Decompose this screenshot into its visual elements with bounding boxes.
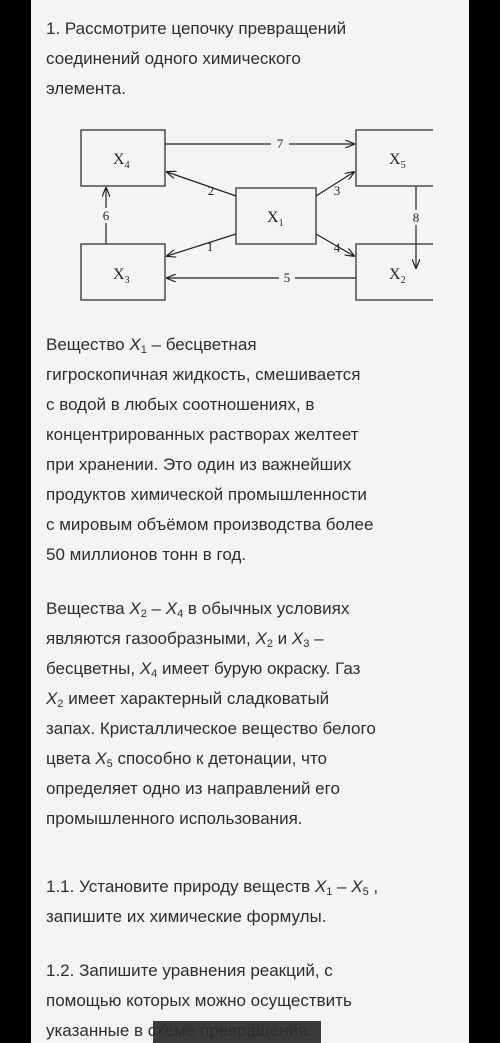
- text-line: промышленного использования.: [46, 809, 303, 828]
- node-x5-label: $X_5$: [389, 151, 406, 171]
- text-line: гигроскопичная жидкость, смешивается: [46, 365, 361, 384]
- text-line: являются газообразными, $X_2$ и $X_3$ –: [46, 629, 324, 650]
- text-line: определяет одно из направлений его: [46, 779, 340, 798]
- text-line: запах. Кристаллическое вещество белого: [46, 719, 376, 738]
- title-line: 1. Рассмотрите цепочку превращений: [46, 19, 347, 38]
- arrow-label-4: 4: [333, 240, 341, 255]
- text-line: с водой в любых соотношениях, в: [46, 395, 315, 414]
- text-line: с мировым объёмом производства более: [46, 515, 374, 534]
- paragraph-x2-x5: [46, 594, 458, 834]
- task-title: [46, 14, 458, 104]
- task-card: [31, 0, 469, 1043]
- text-line: помощью которых можно осуществить: [46, 991, 352, 1010]
- arrow-label-5: 5: [283, 270, 291, 285]
- title-line: элемента.: [46, 79, 126, 98]
- arrow-label-7: 7: [276, 136, 284, 151]
- transformation-diagram: [71, 118, 433, 308]
- node-x1-label: $X_1$: [267, 209, 284, 229]
- text-line: 50 миллионов тонн в год.: [46, 545, 247, 564]
- arrow-1: [167, 234, 236, 256]
- arrow-label-2: 2: [207, 183, 215, 198]
- text-line: продуктов химической промышленности: [46, 485, 367, 504]
- text-line: цвета $X_5$ способно к детонации, что: [46, 749, 327, 770]
- text-line: бесцветны, $X_4$ имеет бурую окраску. Газ: [46, 659, 361, 680]
- arrow-label-6: 6: [102, 208, 110, 223]
- question-1-2: [46, 956, 458, 1043]
- text-line: 1.2. Запишите уравнения реакций, с: [46, 961, 333, 980]
- text-line: при хранении. Это один из важнейших: [46, 455, 352, 474]
- arrow-label-8: 8: [412, 210, 420, 225]
- text-line: $X_2$ имеет характерный сладковатый: [46, 689, 330, 710]
- text-line: концентрированных растворах желтеет: [46, 425, 359, 444]
- arrow-2: [167, 172, 236, 196]
- text-line: 1.1. Установите природу веществ $X_1 - X_5$ ,: [46, 877, 379, 898]
- title-line: соединений одного химического: [46, 49, 301, 68]
- node-x2-label: $X_2$: [389, 266, 406, 286]
- node-x4-label: $X_4$: [113, 151, 130, 171]
- text-line: Вещество $X_1$ – бесцветная: [46, 335, 257, 356]
- arrow-label-3: 3: [333, 183, 341, 198]
- node-x3-label: $X_3$: [113, 266, 130, 286]
- arrow-label-1: 1: [206, 239, 214, 254]
- question-1-1: [46, 872, 458, 932]
- text-line: Вещества $X_2 - X_4$ в обычных условиях: [46, 599, 350, 620]
- text-line: запишите их химические формулы.: [46, 907, 327, 926]
- paragraph-x1: [46, 330, 458, 570]
- text-line: указанные в схеме превращения.: [46, 1021, 312, 1040]
